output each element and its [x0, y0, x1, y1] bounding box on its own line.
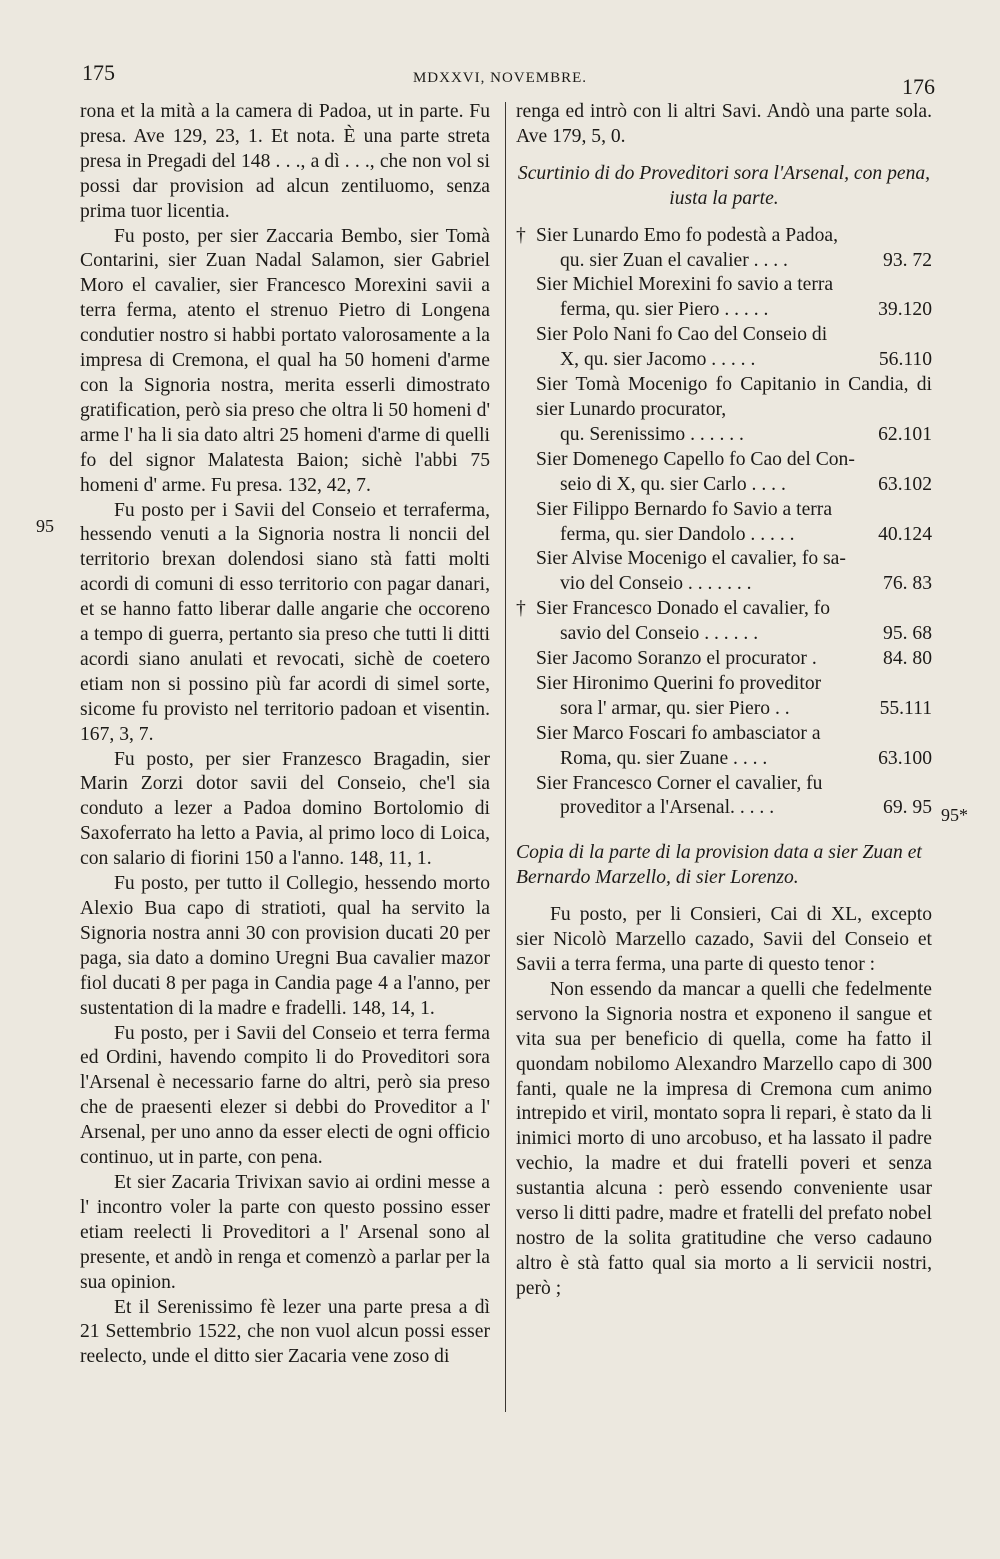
candidate-detail: Sier Jacomo Soranzo el procurator .	[536, 648, 817, 670]
page-number-right: 176	[902, 74, 935, 99]
candidate-detail: sora l' armar, qu. sier Piero . .	[560, 697, 790, 719]
running-title: MDXXVI, NOVEMBRE.	[412, 70, 588, 86]
candidate-detail: ferma, qu. sier Dandolo . . . . .	[560, 523, 795, 545]
left-column	[80, 100, 490, 1370]
paragraph: renga ed intrò con li altri Savi. Andò una parte sola. Ave 179, 5, 0.	[516, 101, 932, 147]
paragraph: Fu posto, per i Savii del Conseio et terra ferma ed Ordini, havendo compito li do Proveditori sora l'Arsenal è necessario farne do altri, però sia preso che de praesenti elezer si debbi do Proveditor a l' Arsenal, per uno anno da esser electi de ogni officio continuo, ut in parte, con pena.	[80, 1022, 490, 1169]
vote-item	[516, 647, 932, 672]
vote-count: 63.102	[878, 473, 932, 495]
vote-count: 39.120	[878, 299, 932, 321]
candidate-name: Sier Marco Foscari fo ambasciator a	[536, 722, 821, 744]
paragraph: Fu posto per i Savii del Conseio et terraferma, hessendo venuti a la Signoria nostra li noncii del territorio brexan dolendosi siano stà fatti molti acordi di comuni di esso territorio con pagar danari, et se hanno fatto liberar dalle angarie che occoreno a tempo di guerra, pertanto sia preso che tutti li ditti acordi siano anulati et revocati, sichè de coetero etiam non si possino più far acordi di simel sorte, sicome fu provisto nel territorio padoan et visentin. 167, 3, 7.	[80, 499, 490, 745]
candidate-detail: seio di X, qu. sier Carlo . . . .	[560, 473, 786, 495]
vote-item	[516, 672, 932, 722]
vote-count: 63.100	[878, 747, 932, 769]
candidate-detail: qu. Serenissimo . . . . . .	[560, 423, 744, 445]
vote-item	[516, 772, 932, 822]
vote-count: 95. 68	[883, 623, 932, 645]
paragraph: Fu posto, per tutto il Collegio, hessendo morto Alexio Bua capo di stratioti, qual ha servito la Signoria nostra anni 30 con provision ducati 20 per paga, sia dato a domino Uregni Bua cavalier mazor fiol ducati 8 per paga in Candia page 4 a l'anno, per sustentation di la madre e fradelli. 148, 14, 1.	[80, 873, 490, 1019]
page-number-left: 175	[82, 60, 115, 85]
dagger-mark: †	[516, 224, 526, 246]
candidate-name: Sier Alvise Mocenigo el cavalier, fo sa-	[536, 548, 846, 570]
candidate-name: Sier Domenego Capello fo Cao del Con-	[536, 448, 855, 470]
candidate-detail: vio del Conseio . . . . . . .	[560, 573, 752, 595]
paragraph: rona et la mità a la camera di Padoa, ut in parte. Fu presa. Ave 129, 23, 1. Et nota. È una parte streta presa in Pregadi del 148 . . ., a dì . . ., che non vol si possi dar provision ad alcun zentiluomo, senza prima tuor licentia.	[80, 101, 490, 222]
vote-item	[516, 597, 932, 647]
vote-item	[516, 547, 932, 597]
vote-item	[516, 273, 932, 323]
margin-note-left-95: 95	[36, 516, 54, 536]
vote-count: 93. 72	[883, 249, 932, 271]
paragraph: Et il Serenissimo fè lezer una parte presa a dì 21 Settembrio 1522, che non vuol alcun possi esser reelecto, unde el ditto sier Zacaria vene zoso di	[80, 1296, 490, 1368]
vote-count: 55.111	[879, 697, 932, 719]
candidate-name: Sier Lunardo Emo fo podestà a Padoa,	[536, 224, 838, 246]
paragraph: Et sier Zacaria Trivixan savio ai ordini messe a l' incontro voler la parte con questo possino esser etiam reelecti li Proveditori a l' Arsenal sono al presente, et andò in renga et comenzò a parlar per la sua opinion.	[80, 1171, 490, 1293]
vote-count: 62.101	[878, 423, 932, 445]
paragraph: Fu posto, per li Consieri, Cai di XL, excepto sier Nicolò Marzello cazado, Savii del Conseio et Savii a terra ferma, una parte di questo tenor :	[516, 904, 932, 975]
scrutiny-title: Scurtinio di do Proveditori sora l'Arsenal, con pena, iusta la parte.	[517, 162, 931, 209]
candidate-detail: proveditor a l'Arsenal. . . . .	[560, 797, 775, 819]
vote-list	[516, 224, 932, 822]
vote-count: 76. 83	[883, 573, 932, 595]
paragraph: Fu posto, per sier Franzesco Bragadin, sier Marin Zorzi dotor savii del Conseio, che'l sia conduto a lezer a Padoa domino Bortolomio di Saxoferrato ha letto a Pavia, al primo loco di Loica, con salario di fiorini 150 a l'anno. 148, 11, 1.	[80, 748, 490, 870]
vote-item	[516, 498, 932, 548]
vote-count: 84. 80	[883, 648, 932, 670]
vote-item	[516, 224, 932, 274]
candidate-detail: ferma, qu. sier Piero . . . . .	[560, 299, 769, 321]
dagger-mark: †	[516, 598, 526, 620]
candidate-name: Sier Francesco Corner el cavalier, fu	[536, 772, 823, 794]
candidate-detail: qu. sier Zuan el cavalier . . . .	[560, 249, 788, 271]
candidate-name: Sier Michiel Morexini fo savio a terra	[536, 274, 834, 296]
vote-item	[516, 448, 932, 498]
candidate-name: Sier Polo Nani fo Cao del Conseio di	[536, 324, 828, 346]
paragraph: Non essendo da mancar a quelli che fedelmente servono la Signoria nostra et exponeno il sangue et vita sua per beneficio di quella, come ha fatto il quondam nobilomo Alexandro Marzello capo di 300 fanti, quale ne la impresa di Cremona cum animo intrepido et viril, montato sopra li repari, è stato da li inimici morto di uno arcobuso, et ha lassato il padre vechio, la madre et dui fratelli poveri et senza sustantia alcuna : però essendo conveniente usar verso li ditti padre, madre et fratelli del prefato nobel nostro de la solita gratitudine che verso cadauno altro è stà fatto qual sia morto a li servicii nostri, però ;	[516, 978, 932, 1299]
vote-item	[516, 722, 932, 772]
vote-count: 69. 95	[883, 797, 932, 819]
copy-title: Copia di la parte di la provision data a sier Zuan et Bernardo Marzello, di sier Lorenzo.	[516, 842, 922, 889]
right-column	[516, 100, 932, 1302]
margin-note-right-95: 95*	[941, 805, 968, 825]
paragraph: Fu posto, per sier Zaccaria Bembo, sier Tomà Contarini, sier Zuan Nadal Salamon, sier Gabriel Moro el cavalier, sier Francesco Morexini savii a terra ferma, atento el strenuo Pietro di Longena condutier nostro si habbi portato valorosamente a la impresa di Cremona, el qual ha 50 homeni d'arme con la Signoria nostra, merita esserli dimostrato gratification, però sia preso che oltra li 50 homeni d' arme l' ha li sia dato altri 25 homeni d'arme di quelli fo del signor Malatesta Baion; sichè l'abbi 75 homeni d' arme. Fu presa. 132, 42, 7.	[80, 225, 490, 496]
column-divider	[505, 102, 506, 1412]
vote-item	[516, 323, 932, 373]
vote-count: 56.110	[878, 349, 932, 371]
vote-item	[516, 373, 932, 448]
candidate-name: Sier Filippo Bernardo fo Savio a terra	[536, 498, 833, 520]
candidate-detail: X, qu. sier Jacomo . . . . .	[560, 349, 756, 371]
candidate-name: Sier Tomà Mocenigo fo Capitanio in Candia, di sier Lunardo procurator,	[536, 374, 932, 420]
candidate-name: Sier Francesco Donado el cavalier, fo	[536, 598, 831, 620]
candidate-detail: savio del Conseio . . . . . .	[560, 623, 759, 645]
candidate-name: Sier Hironimo Querini fo proveditor	[536, 672, 822, 694]
candidate-detail: Roma, qu. sier Zuane . . . .	[560, 747, 768, 769]
vote-count: 40.124	[878, 523, 932, 545]
